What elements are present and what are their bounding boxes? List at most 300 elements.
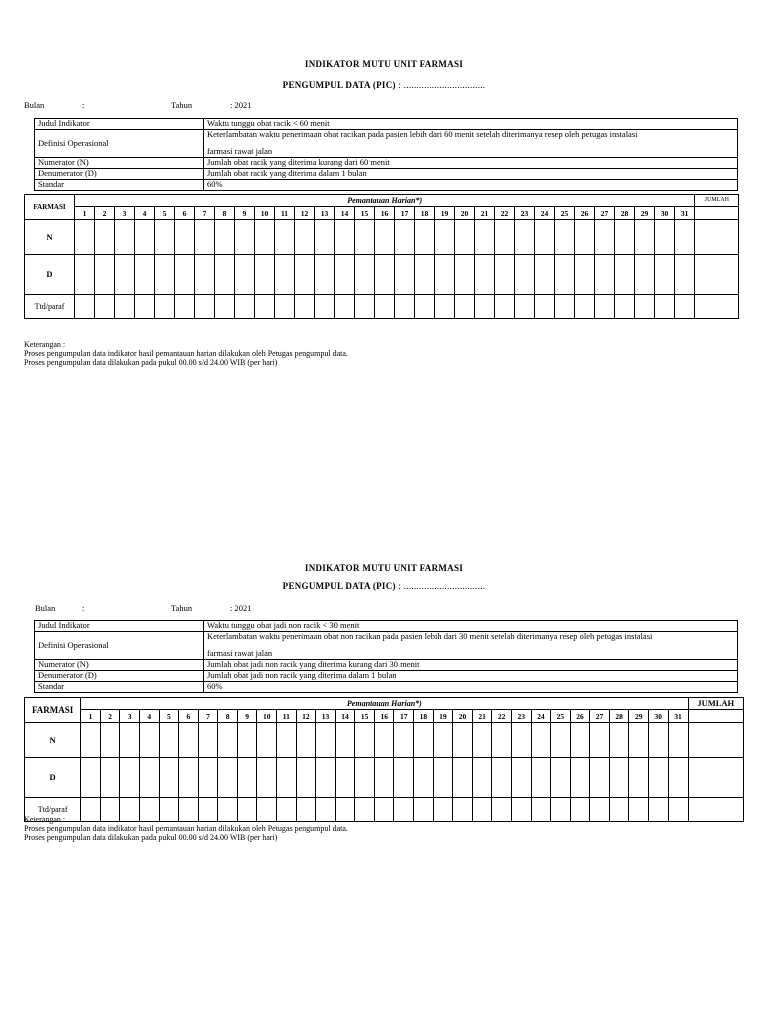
entry-cell[interactable] (135, 255, 155, 295)
numerator-label: Numerator (N) (35, 660, 204, 671)
day-header: 3 (120, 710, 140, 723)
entry-cell[interactable] (335, 255, 355, 295)
row-n (25, 220, 739, 255)
entry-cell[interactable] (275, 295, 295, 319)
day-header: 2 (95, 207, 115, 220)
bulan-value: : (82, 603, 85, 613)
day-header: 29 (635, 207, 655, 220)
jumlah-header-blank (688, 710, 744, 723)
entry-cell[interactable] (675, 255, 695, 295)
entry-cell[interactable] (235, 220, 255, 255)
day-header: 17 (395, 207, 415, 220)
jumlah-cell[interactable] (695, 295, 739, 319)
entry-cell[interactable] (531, 723, 551, 758)
day-header: 8 (218, 710, 238, 723)
day-header: 12 (296, 710, 316, 723)
day-header: 1 (81, 710, 101, 723)
notes-heading: Keterangan : (24, 815, 66, 824)
jumlah-header-blank (695, 207, 739, 220)
entry-cell[interactable] (635, 295, 655, 319)
judul-value: Waktu tunggu obat racik < 60 menit (204, 119, 738, 130)
definisi-line-2: farmasi rawat jalan (207, 146, 273, 156)
row-n-label: N (25, 220, 75, 255)
entry-cell[interactable] (115, 220, 135, 255)
entry-cell[interactable] (655, 255, 675, 295)
day-header: 14 (335, 710, 355, 723)
entry-cell[interactable] (629, 798, 649, 822)
entry-cell[interactable] (296, 758, 316, 798)
entry-cell[interactable] (590, 798, 610, 822)
entry-cell[interactable] (215, 255, 235, 295)
entry-cell[interactable] (75, 295, 95, 319)
entry-cell[interactable] (235, 295, 255, 319)
entry-cell[interactable] (492, 723, 512, 758)
day-header: 16 (374, 710, 394, 723)
entry-cell[interactable] (535, 255, 555, 295)
definisi-value (204, 632, 738, 660)
day-header: 13 (315, 207, 335, 220)
entry-cell[interactable] (395, 220, 415, 255)
definisi-value (204, 130, 738, 158)
entry-cell[interactable] (355, 295, 375, 319)
entry-cell[interactable] (155, 295, 175, 319)
entry-cell[interactable] (511, 758, 531, 798)
entry-cell[interactable] (95, 220, 115, 255)
entry-cell[interactable] (315, 295, 335, 319)
entry-cell[interactable] (195, 295, 215, 319)
notes-heading: Keterangan : (24, 340, 66, 349)
entry-cell[interactable] (649, 758, 669, 798)
day-header: 5 (155, 207, 175, 220)
entry-cell[interactable] (257, 723, 277, 758)
collector-line (0, 80, 768, 90)
entry-cell[interactable] (531, 798, 551, 822)
entry-cell[interactable] (655, 220, 675, 255)
entry-cell[interactable] (120, 758, 140, 798)
day-header: 18 (415, 207, 435, 220)
entry-cell[interactable] (218, 758, 238, 798)
entry-cell[interactable] (257, 758, 277, 798)
jumlah-cell[interactable] (688, 723, 744, 758)
entry-cell[interactable] (355, 723, 375, 758)
entry-cell[interactable] (435, 255, 455, 295)
numerator-value: Jumlah obat racik yang diterima kurang dari 60 menit (204, 158, 738, 169)
entry-cell[interactable] (570, 758, 590, 798)
form-title: INDIKATOR MUTU UNIT FARMASI (304, 59, 464, 69)
day-header: 13 (316, 710, 336, 723)
entry-cell[interactable] (555, 295, 575, 319)
notes-line-2: Proses pengumpulan data dilakukan pada pukul 00.00 s/d 24.00 WIB (per hari) (24, 358, 278, 367)
denumerator-label: Denumerator (D) (35, 169, 204, 180)
entry-cell[interactable] (575, 220, 595, 255)
entry-cell[interactable] (668, 798, 688, 822)
entry-cell[interactable] (453, 723, 473, 758)
day-header: 20 (453, 710, 473, 723)
day-header: 11 (277, 710, 297, 723)
entry-cell[interactable] (415, 255, 435, 295)
day-header: 10 (255, 207, 275, 220)
entry-cell[interactable] (629, 758, 649, 798)
notes-line-2: Proses pengumpulan data dilakukan pada pukul 00.00 s/d 24.00 WIB (per hari) (24, 833, 278, 842)
day-header: 30 (649, 710, 669, 723)
standar-label: Standar (35, 180, 204, 191)
entry-cell[interactable] (100, 758, 120, 798)
notes (24, 340, 348, 367)
entry-cell[interactable] (495, 295, 515, 319)
entry-cell[interactable] (455, 295, 475, 319)
day-header: 9 (235, 207, 255, 220)
entry-cell[interactable] (75, 255, 95, 295)
tahun-value: : 2021 (230, 603, 252, 613)
entry-cell[interactable] (555, 255, 575, 295)
day-header: 22 (495, 207, 515, 220)
entry-cell[interactable] (515, 220, 535, 255)
entry-cell[interactable] (394, 723, 414, 758)
entry-cell[interactable] (515, 295, 535, 319)
entry-cell[interactable] (414, 723, 434, 758)
bulan-value: : (82, 100, 85, 110)
definisi-label: Definisi Operasional (35, 130, 204, 158)
entry-cell[interactable] (139, 723, 159, 758)
entry-cell[interactable] (515, 255, 535, 295)
entry-cell[interactable] (100, 723, 120, 758)
standar-label: Standar (35, 682, 204, 693)
entry-cell[interactable] (511, 723, 531, 758)
day-header: 5 (159, 710, 179, 723)
entry-cell[interactable] (355, 798, 375, 822)
entry-cell[interactable] (394, 798, 414, 822)
entry-cell[interactable] (374, 723, 394, 758)
jumlah-cell[interactable] (695, 220, 739, 255)
entry-cell[interactable] (551, 798, 571, 822)
entry-cell[interactable] (535, 220, 555, 255)
day-header: 15 (355, 710, 375, 723)
entry-cell[interactable] (237, 723, 257, 758)
entry-cell[interactable] (237, 758, 257, 798)
day-header: 6 (175, 207, 195, 220)
entry-cell[interactable] (295, 220, 315, 255)
denumerator-value: Jumlah obat racik yang diterima dalam 1 bulan (204, 169, 738, 180)
entry-cell[interactable] (135, 295, 155, 319)
entry-cell[interactable] (159, 723, 179, 758)
entry-cell[interactable] (395, 255, 415, 295)
day-header: 23 (511, 710, 531, 723)
judul-label: Judul Indikator (35, 119, 204, 130)
jumlah-header: JUMLAH (695, 195, 739, 207)
entry-cell[interactable] (615, 295, 635, 319)
day-header: 30 (655, 207, 675, 220)
entry-cell[interactable] (215, 220, 235, 255)
entry-cell[interactable] (655, 295, 675, 319)
entry-cell[interactable] (635, 255, 655, 295)
entry-cell[interactable] (375, 295, 395, 319)
entry-cell[interactable] (535, 295, 555, 319)
day-header: 19 (433, 710, 453, 723)
entry-cell[interactable] (179, 758, 199, 798)
entry-cell[interactable] (433, 758, 453, 798)
day-header: 27 (595, 207, 615, 220)
day-header: 15 (355, 207, 375, 220)
entry-cell[interactable] (435, 220, 455, 255)
row-d-label: D (25, 255, 75, 295)
entry-cell[interactable] (455, 255, 475, 295)
definisi-line-1: Keterlambatan waktu penerimaan obat racikan pada pasien lebih dari 60 menit setelah diterimanya resep oleh petugas instalasi (207, 129, 638, 139)
entry-cell[interactable] (75, 220, 95, 255)
day-header: 7 (195, 207, 215, 220)
entry-cell[interactable] (195, 255, 215, 295)
entry-cell[interactable] (335, 723, 355, 758)
entry-cell[interactable] (475, 220, 495, 255)
entry-cell[interactable] (115, 295, 135, 319)
row-n (25, 723, 744, 758)
day-header: 29 (629, 710, 649, 723)
entry-cell[interactable] (575, 255, 595, 295)
entry-cell[interactable] (635, 220, 655, 255)
entry-cell[interactable] (315, 220, 335, 255)
day-header: 3 (115, 207, 135, 220)
entry-cell[interactable] (296, 723, 316, 758)
entry-cell[interactable] (570, 798, 590, 822)
day-header: 1 (75, 207, 95, 220)
entry-cell[interactable] (551, 723, 571, 758)
collector-line (0, 581, 768, 591)
day-header: 24 (535, 207, 555, 220)
day-header: 9 (237, 710, 257, 723)
day-header: 23 (515, 207, 535, 220)
day-header: 28 (615, 207, 635, 220)
jumlah-header: JUMLAH (688, 698, 744, 710)
row-d-label: D (25, 758, 81, 798)
entry-cell[interactable] (295, 295, 315, 319)
numerator-value: Jumlah obat jadi non racik yang diterima kurang dari 30 menit (204, 660, 738, 671)
entry-cell[interactable] (277, 758, 297, 798)
entry-cell[interactable] (375, 255, 395, 295)
entry-cell[interactable] (649, 723, 669, 758)
entry-cell[interactable] (649, 798, 669, 822)
standar-value: 60% (204, 682, 738, 693)
entry-cell[interactable] (495, 255, 515, 295)
denumerator-label: Denumerator (D) (35, 671, 204, 682)
entry-cell[interactable] (609, 723, 629, 758)
entry-cell[interactable] (195, 220, 215, 255)
indicator-info-table (34, 118, 738, 191)
row-n-label: N (25, 723, 81, 758)
entry-cell[interactable] (155, 255, 175, 295)
row-d (25, 255, 739, 295)
day-header: 21 (475, 207, 495, 220)
entry-cell[interactable] (255, 255, 275, 295)
entry-cell[interactable] (275, 220, 295, 255)
entry-cell[interactable] (555, 220, 575, 255)
entry-cell[interactable] (374, 798, 394, 822)
entry-cell[interactable] (175, 295, 195, 319)
day-header: 18 (414, 710, 434, 723)
entry-cell[interactable] (135, 220, 155, 255)
day-header: 4 (139, 710, 159, 723)
daily-monitoring-table (24, 194, 739, 319)
entry-cell[interactable] (316, 723, 336, 758)
entry-cell[interactable] (609, 798, 629, 822)
entry-cell[interactable] (615, 220, 635, 255)
day-header: 24 (531, 710, 551, 723)
day-header: 8 (215, 207, 235, 220)
entry-cell[interactable] (453, 798, 473, 822)
entry-cell[interactable] (277, 723, 297, 758)
entry-cell[interactable] (139, 758, 159, 798)
entry-cell[interactable] (255, 220, 275, 255)
day-header: 25 (555, 207, 575, 220)
row-d (25, 758, 744, 798)
row-ttd (25, 295, 739, 319)
form-title: INDIKATOR MUTU UNIT FARMASI (304, 563, 464, 573)
entry-cell[interactable] (433, 798, 453, 822)
notes (24, 815, 348, 842)
day-header: 4 (135, 207, 155, 220)
row-ttd-label: Ttd/paraf (25, 798, 81, 822)
entry-cell[interactable] (595, 255, 615, 295)
entry-cell[interactable] (472, 798, 492, 822)
entry-cell[interactable] (551, 758, 571, 798)
tahun-label: Tahun (171, 100, 193, 110)
entry-cell[interactable] (115, 255, 135, 295)
entry-cell[interactable] (179, 723, 199, 758)
entry-cell[interactable] (375, 220, 395, 255)
entry-cell[interactable] (575, 295, 595, 319)
collector-value: : ................................ (398, 581, 486, 591)
day-header: 16 (375, 207, 395, 220)
entry-cell[interactable] (472, 758, 492, 798)
entry-cell[interactable] (95, 295, 115, 319)
entry-cell[interactable] (675, 220, 695, 255)
day-header: 7 (198, 710, 218, 723)
entry-cell[interactable] (455, 220, 475, 255)
day-header: 28 (609, 710, 629, 723)
entry-cell[interactable] (394, 758, 414, 798)
day-header: 14 (335, 207, 355, 220)
entry-cell[interactable] (159, 758, 179, 798)
entry-cell[interactable] (453, 758, 473, 798)
entry-cell[interactable] (235, 255, 255, 295)
entry-cell[interactable] (590, 723, 610, 758)
entry-cell[interactable] (595, 220, 615, 255)
day-header: 10 (257, 710, 277, 723)
entry-cell[interactable] (495, 220, 515, 255)
entry-cell[interactable] (198, 758, 218, 798)
entry-cell[interactable] (355, 758, 375, 798)
definisi-line-1: Keterlambatan waktu penerimaan obat non racikan pada pasien lebih dari 30 menit setelah diterimanya resep oleh petugas instalasi (207, 631, 653, 641)
entry-cell[interactable] (218, 723, 238, 758)
day-header: 19 (435, 207, 455, 220)
day-header: 22 (492, 710, 512, 723)
day-header: 31 (675, 207, 695, 220)
monitoring-header: Pemantauan Harian*) (75, 195, 695, 207)
entry-cell[interactable] (316, 758, 336, 798)
entry-cell[interactable] (335, 758, 355, 798)
entry-cell[interactable] (570, 723, 590, 758)
day-header: 25 (551, 710, 571, 723)
entry-cell[interactable] (415, 295, 435, 319)
entry-cell[interactable] (492, 798, 512, 822)
entry-cell[interactable] (415, 220, 435, 255)
entry-cell[interactable] (120, 723, 140, 758)
entry-cell[interactable] (335, 295, 355, 319)
day-header: 17 (394, 710, 414, 723)
entry-cell[interactable] (675, 295, 695, 319)
entry-cell[interactable] (175, 255, 195, 295)
jumlah-cell[interactable] (688, 798, 744, 822)
definisi-label: Definisi Operasional (35, 632, 204, 660)
entry-cell[interactable] (475, 295, 495, 319)
day-header: 6 (179, 710, 199, 723)
notes-line-1: Proses pengumpulan data indikator hasil pemantauan harian dilakukan oleh Petugas pengumpul data. (24, 349, 348, 358)
day-header: 2 (100, 710, 120, 723)
entry-cell[interactable] (295, 255, 315, 295)
bulan-label: Bulan (24, 100, 45, 110)
entry-cell[interactable] (81, 758, 101, 798)
entry-cell[interactable] (355, 255, 375, 295)
numerator-label: Numerator (N) (35, 158, 204, 169)
day-header: 20 (455, 207, 475, 220)
notes-line-1: Proses pengumpulan data indikator hasil pemantauan harian dilakukan oleh Petugas pengumpul data. (24, 824, 348, 833)
entry-cell[interactable] (374, 758, 394, 798)
entry-cell[interactable] (275, 255, 295, 295)
definisi-line-2: farmasi rawat jalan (207, 648, 273, 658)
farmasi-header: FARMASI (25, 195, 75, 220)
farmasi-header: FARMASI (25, 698, 81, 723)
day-header: 27 (590, 710, 610, 723)
entry-cell[interactable] (609, 758, 629, 798)
entry-cell[interactable] (355, 220, 375, 255)
bulan-label: Bulan (35, 603, 56, 613)
entry-cell[interactable] (95, 255, 115, 295)
entry-cell[interactable] (590, 758, 610, 798)
entry-cell[interactable] (435, 295, 455, 319)
entry-cell[interactable] (492, 758, 512, 798)
entry-cell[interactable] (531, 758, 551, 798)
entry-cell[interactable] (472, 723, 492, 758)
entry-cell[interactable] (414, 758, 434, 798)
entry-cell[interactable] (395, 295, 415, 319)
entry-cell[interactable] (81, 723, 101, 758)
day-header: 26 (570, 710, 590, 723)
judul-label: Judul Indikator (35, 621, 204, 632)
entry-cell[interactable] (668, 723, 688, 758)
entry-cell[interactable] (615, 255, 635, 295)
entry-cell[interactable] (668, 758, 688, 798)
entry-cell[interactable] (433, 723, 453, 758)
entry-cell[interactable] (175, 220, 195, 255)
monitoring-header: Pemantauan Harian*) (81, 698, 688, 710)
jumlah-cell[interactable] (688, 758, 744, 798)
judul-value: Waktu tunggu obat jadi non racik < 30 menit (204, 621, 738, 632)
entry-cell[interactable] (155, 220, 175, 255)
entry-cell[interactable] (215, 295, 235, 319)
day-header: 26 (575, 207, 595, 220)
jumlah-cell[interactable] (695, 255, 739, 295)
collector-label: PENGUMPUL DATA (PIC) (282, 581, 396, 591)
indicator-info-table (34, 620, 738, 693)
entry-cell[interactable] (255, 295, 275, 319)
entry-cell[interactable] (629, 723, 649, 758)
entry-cell[interactable] (335, 220, 355, 255)
entry-cell[interactable] (315, 255, 335, 295)
entry-cell[interactable] (414, 798, 434, 822)
entry-cell[interactable] (511, 798, 531, 822)
tahun-label: Tahun (171, 603, 193, 613)
entry-cell[interactable] (595, 295, 615, 319)
entry-cell[interactable] (475, 255, 495, 295)
entry-cell[interactable] (198, 723, 218, 758)
